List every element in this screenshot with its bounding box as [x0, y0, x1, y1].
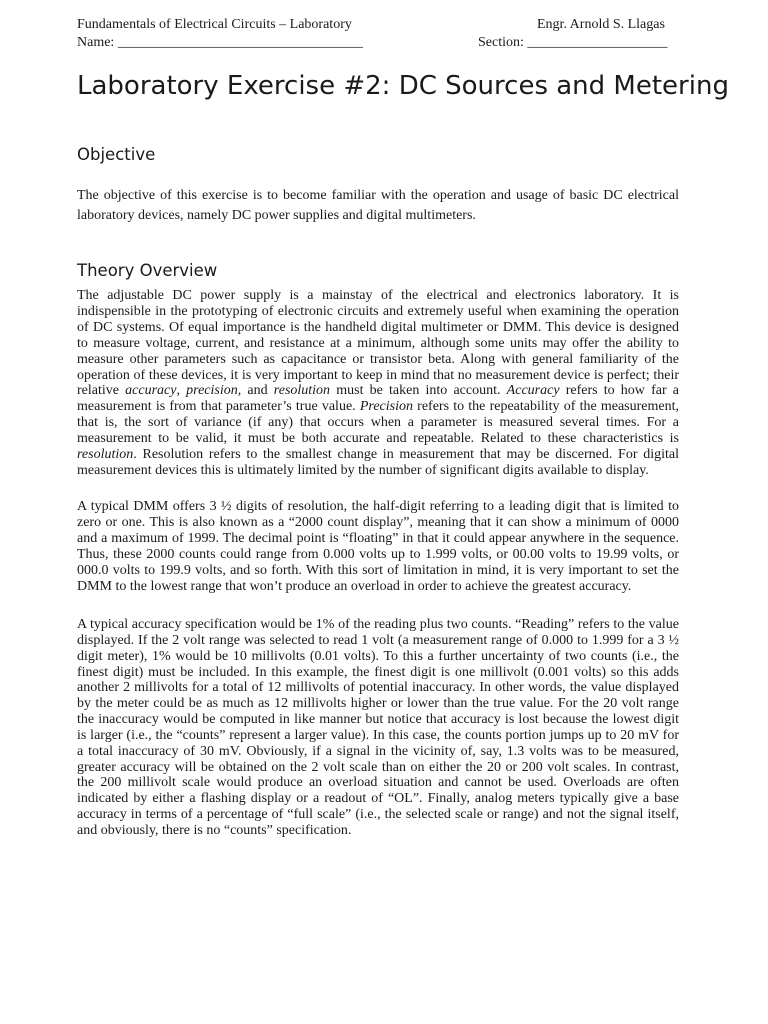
text-run: The adjustable DC power supply is a mainstay of the electrical and electronics laboratory. It is indispensible in the prototyping of electronic circuits and extremely useful when examining the operation of DC systems. Of equal importance is the handheld digital multimeter or DMM. This device is designed to measure voltage, current, and resistance at a minimum, although some units may offer the ability to measure other parameters such as capacitance or transistor beta. Along with general familiarity of the operation of these devices, it is very important to keep in mind that no measurement device is perfect; their relative [77, 288, 679, 399]
text-run: must be taken into account. [330, 383, 507, 399]
term-resolution-definition: resolution [77, 447, 134, 463]
objective-paragraph: The objective of this exercise is to become familiar with the operation and usage of basic DC electrical laboratory devices, namely DC power supplies and digital multimeters. [77, 188, 679, 223]
header-course: Fundamentals of Electrical Circuits – Laboratory [77, 17, 352, 32]
theory-paragraph-2: A typical DMM offers 3 ½ digits of resolution, the half-digit referring to a leading digit that is limited to zero or one. This is also known as a “2000 count display”, meaning that it can show a minimum of 0000 and a maximum of 1999. The decimal point is “floating” in that it could appear anywhere in the sequence. Thus, these 2000 counts could range from 0.000 volts up to 1.999 volts, or 00.00 volts to 19.99 volts, or 000.0 volts to 199.9 volts, and so forth. With this sort of limitation in mind, it is very important to set the DMM to the lowest range that won’t produce an overload in order to achieve the greatest accuracy. [77, 499, 679, 594]
term-accuracy-definition: Accuracy [506, 383, 560, 399]
term-accuracy: accuracy [125, 383, 177, 399]
page-title: Laboratory Exercise #2: DC Sources and Metering [77, 71, 729, 101]
objective-heading: Objective [77, 145, 156, 164]
term-precision-definition: Precision [359, 399, 413, 415]
text-run: . Resolution refers to the smallest change in measurement that may be discerned. For digital measurement devices this is ultimately limited by the number of significant digits available to display. [77, 447, 679, 478]
header-name-field: Name: ___________________________________ [77, 35, 363, 50]
term-resolution: resolution [273, 383, 331, 399]
theory-paragraph-1 [77, 288, 679, 479]
theory-heading: Theory Overview [77, 261, 218, 280]
header-section-field: Section: ____________________ [478, 35, 668, 50]
text-run: , [176, 383, 187, 399]
theory-paragraph-3: A typical accuracy specification would be 1% of the reading plus two counts. “Reading” refers to the value displayed. If the 2 volt range was selected to read 1 volt (a measurement range of 0.000 to 1.999 for a 3 ½ digit meter), 1% would be 10 millivolts (0.01 volts). To this a further uncertainty of two counts (i.e., the finest digit) must be included. In this example, the finest digit is one millivolt (0.001 volts) so this adds another 2 millivolts for a total of 12 millivolts of potential inaccuracy. In other words, the value displayed by the meter could be as much as 12 millivolts higher or lower than the true value. For the 20 volt range the inaccuracy would be computed in like manner but notice that accuracy is lost because the lowest digit is larger (i.e., the “counts” represent a larger value). In this case, the counts portion jumps up to 20 mV for a total inaccuracy of 30 mV. Obviously, if a signal in the vicinity of, say, 1.3 volts was to be measured, greater accuracy will be obtained on the 2 volt scale than on either the 20 or 200 volt scales. In contrast, the 200 millivolt scale would produce an overload situation and cannot be used. Overloads are often indicated by either a flashing display or a readout of “OL”. Finally, analog meters typically give a base accuracy in terms of a percentage of “full scale” (i.e., the selected scale or range) and not the signal itself, and obviously, there is no “counts” specification. [77, 617, 679, 838]
text-run: refers to how far a measurement is from that parameter’s true value. [77, 383, 679, 415]
header-instructor: Engr. Arnold S. Llagas [537, 17, 665, 32]
text-run: , and [237, 383, 274, 399]
text-run: refers to the repeatability of the measurement, that is, the sort of variance (if any) that occurs when a parameter is measured several times. For a measurement to be valid, it must be both accurate and repeatable. Related to these characteristics is [77, 399, 679, 447]
term-precision: precision [186, 383, 238, 399]
